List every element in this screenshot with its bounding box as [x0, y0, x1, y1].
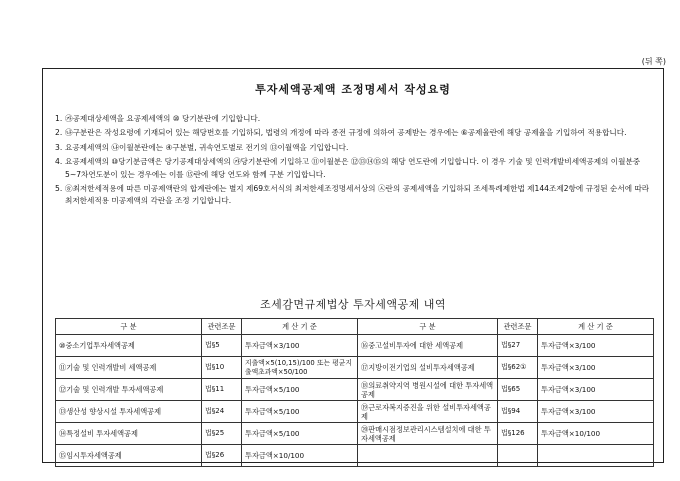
table-cell: 법§65	[498, 379, 538, 401]
document-title: 투자세액공제액 조정명세서 작성요령	[255, 83, 451, 96]
table-cell: ⑩중소기업투자세액공제	[56, 335, 202, 357]
table-cell: 법§11	[202, 379, 242, 401]
document-frame	[42, 68, 664, 463]
table-row	[56, 379, 654, 401]
instruction-number: 5.	[55, 184, 63, 194]
table-cell: 투자금액×5/100	[242, 379, 358, 401]
table-cell: 투자금액×3/100	[538, 335, 654, 357]
table-cell: ⑱의료취약지역 병원시설에 대한 투자세액공제	[358, 379, 498, 401]
instruction-item-2	[55, 127, 655, 139]
instruction-number: 2.	[55, 128, 63, 138]
table-cell: 법§26	[202, 445, 242, 467]
table-cell: ⑳판매시점정보관리시스템설치에 대한 투자세액공제	[358, 423, 498, 445]
instruction-item-3	[55, 142, 655, 154]
table-row	[56, 401, 654, 423]
instruction-text: ㉭최저한세적용에 따른 미공제액란의 합계란에는 별지 제69호서식의 최저한세조정명세서상의 ㉦란의 공제세액을 기입하되 조세특례제한법 제144조제2항에 규정된 순서에 따라 최저한세적용 미공제액의 각란을 조정 기입합니다.	[65, 184, 650, 206]
table-cell: ⑲근로자복지증진을 위한 설비투자세액공제	[358, 401, 498, 423]
table-cell	[358, 445, 498, 467]
instruction-text: ㉮공제대상세액을 요공제세액의 ⑩ 당기분란에 기입합니다.	[65, 114, 261, 123]
table-cell: 법§10	[202, 357, 242, 379]
table-cell: 법§94	[498, 401, 538, 423]
table-cell: ⑪기술 및 인력개발비 세액공제	[56, 357, 202, 379]
header-calculation: 계 산 기 준	[242, 319, 358, 335]
tax-credit-table	[55, 318, 654, 467]
instruction-text: 요공제세액의 ㉯이월분란에는 ④구분별, 귀속연도별로 전기의 ⑬이월액을 기입합니다.	[65, 142, 349, 152]
table-cell: 지출액×5(10,15)/100 또는 평균지출액초과액×50/100	[242, 357, 358, 379]
header-calculation: 계 산 기 준	[538, 319, 654, 335]
table-cell: 법§25	[202, 423, 242, 445]
table-cell: 투자금액×5/100	[242, 423, 358, 445]
table-cell: 투자금액×3/100	[242, 335, 358, 357]
table-header-row	[56, 319, 654, 335]
header-article: 관련조문	[498, 319, 538, 335]
table-cell: 투자금액×10/100	[538, 423, 654, 445]
table-cell: ⑰지방이전기업의 설비투자세액공제	[358, 357, 498, 379]
header-article: 관련조문	[202, 319, 242, 335]
header-category: 구 분	[56, 319, 202, 335]
table-cell: 투자금액×3/100	[538, 401, 654, 423]
table-title: 조세감면규제법상 투자세액공제 내역	[259, 298, 446, 311]
table-cell: ⑮임시투자세액공제	[56, 445, 202, 467]
header-category: 구 분	[358, 319, 498, 335]
table-cell: 법§24	[202, 401, 242, 423]
back-page-label: (뒤 쪽)	[641, 57, 666, 66]
table-cell: 투자금액×5/100	[242, 401, 358, 423]
table-cell: 법§27	[498, 335, 538, 357]
instruction-text: ㉯구분란은 작성요령에 기재되어 있는 해당번호를 기입하되, 법령의 개정에 따라 종전 규정에 의하여 공제받는 경우에는 ⑥공제율란에 해당 공제율을 기입하여 적용합니다.	[65, 128, 627, 138]
table-cell: 법§5	[202, 335, 242, 357]
table-cell: 투자금액×10/100	[242, 445, 358, 467]
table-row	[56, 423, 654, 445]
table-cell: 투자금액×3/100	[538, 357, 654, 379]
table-row	[56, 445, 654, 467]
table-cell: ⑬생산성 향상시설 투자세액공제	[56, 401, 202, 423]
instruction-item-4	[55, 156, 655, 181]
instruction-text: 요공제세액의 ⑩당기분금액은 당기공제대상세액의 ㉮당기분란에 기입하고 ⑪이월분은 ⑫⑬⑭⑮의 해당 연도란에 기입합니다. 이 경우 기술 및 인력개발비세액공제의 이월분중 5~7차연도분이 있는 경우에는 이를 ⑮란에 해당 연도와 함께 구분 기입합니다.	[65, 157, 641, 179]
table-row	[56, 357, 654, 379]
instruction-number: 3.	[55, 142, 63, 152]
instruction-item-1	[55, 113, 655, 125]
instruction-list	[55, 113, 655, 208]
table-cell: 투자금액×3/100	[538, 379, 654, 401]
table-cell: 법§126	[498, 423, 538, 445]
instruction-item-5	[55, 183, 655, 208]
instruction-number: 1.	[55, 114, 63, 123]
table-cell	[498, 445, 538, 467]
table-cell: ⑫기술 및 인력개발 투자세액공제	[56, 379, 202, 401]
table-cell	[538, 445, 654, 467]
table-cell: 법§62①	[498, 357, 538, 379]
table-row	[56, 335, 654, 357]
table-cell: ⑭특정설비 투자세액공제	[56, 423, 202, 445]
instruction-number: 4.	[55, 157, 63, 167]
table-cell: ⑯중고설비투자에 대한 세액공제	[358, 335, 498, 357]
